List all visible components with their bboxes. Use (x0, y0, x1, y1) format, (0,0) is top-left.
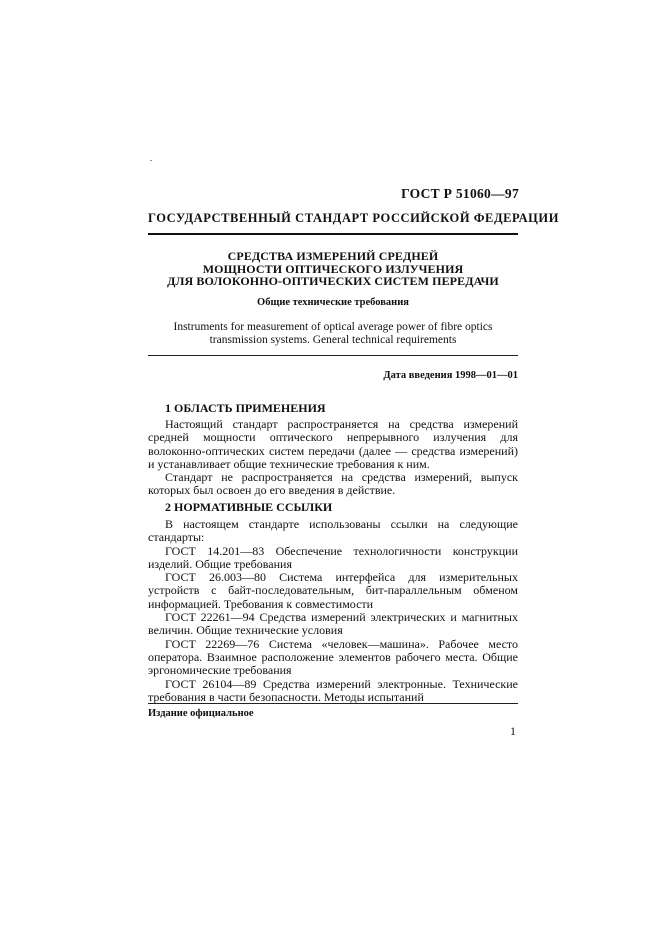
title-line-2: МОЩНОСТИ ОПТИЧЕСКОГО ИЗЛУЧЕНИЯ (202, 261, 464, 276)
header-rule (148, 233, 518, 235)
standard-subtitle: Общие технические требования (257, 297, 409, 308)
date-introduced: Дата введения 1998—01—01 (383, 370, 518, 381)
title-line-1: СРЕДСТВА ИЗМЕРЕНИЙ СРЕДНЕЙ (227, 249, 439, 263)
title-line-3: ДЛЯ ВОЛОКОННО-ОПТИЧЕСКИХ СИСТЕМ ПЕРЕДАЧИ (167, 274, 499, 288)
section-1-paragraph-1: Настоящий стандарт распространяется на средства измерений средней мощности оптического непрерывного излучения для волоконно-оптических систем передачи (далее — средства измерений) и устанавливает общие технические требования к ним. (148, 417, 518, 471)
section-1-body (148, 418, 518, 498)
section-2-heading: 2 НОРМАТИВНЫЕ ССЫЛКИ (165, 500, 333, 514)
english-title-line-1: Instruments for measurement of optical average power of fibre optics (173, 321, 493, 333)
english-title-line-2: transmission systems. General technical requirements (209, 334, 457, 346)
edition-label: Издание официальное (148, 708, 254, 719)
section-2-intro: В настоящем стандарте использованы ссылки на следующие стандарты: (148, 517, 518, 545)
state-standard-title: ГОСУДАРСТВЕННЫЙ СТАНДАРТ РОССИЙСКОЙ ФЕДЕРАЦИИ (148, 211, 559, 225)
reference-item: ГОСТ 26.003—80 Система интерфейса для измерительных устройств с байт-последовательным, бит-параллельным обменом информацией. Требования к совместимости (148, 570, 518, 611)
section-1-paragraph-2: Стандарт не распространяется на средства измерений, выпуск которых был освоен до его введения в действие. (148, 470, 518, 498)
standard-title (148, 250, 518, 288)
footer-rule (148, 703, 518, 704)
section-2-body (148, 518, 518, 704)
section-1-heading: 1 ОБЛАСТЬ ПРИМЕНЕНИЯ (165, 401, 326, 415)
reference-item: ГОСТ 26104—89 Средства измерений электронные. Технические требования в части безопасности. Методы испытаний (148, 676, 518, 704)
english-title (148, 321, 518, 347)
gost-number: ГОСТ Р 51060—97 (401, 186, 519, 201)
page-number: 1 (510, 724, 516, 738)
reference-item: ГОСТ 22269—76 Система «человек—машина». Рабочее место оператора. Взаимное расположение элементов рабочего места. Общие эргономические требования (148, 636, 518, 678)
reference-item: ГОСТ 22261—94 Средства измерений электрических и магнитных величин. Общие технические условия (148, 610, 518, 638)
scan-speck (150, 160, 152, 161)
reference-item: ГОСТ 14.201—83 Обеспечение технологичности конструкции изделий. Общие требования (148, 543, 518, 571)
title-rule (148, 355, 518, 356)
